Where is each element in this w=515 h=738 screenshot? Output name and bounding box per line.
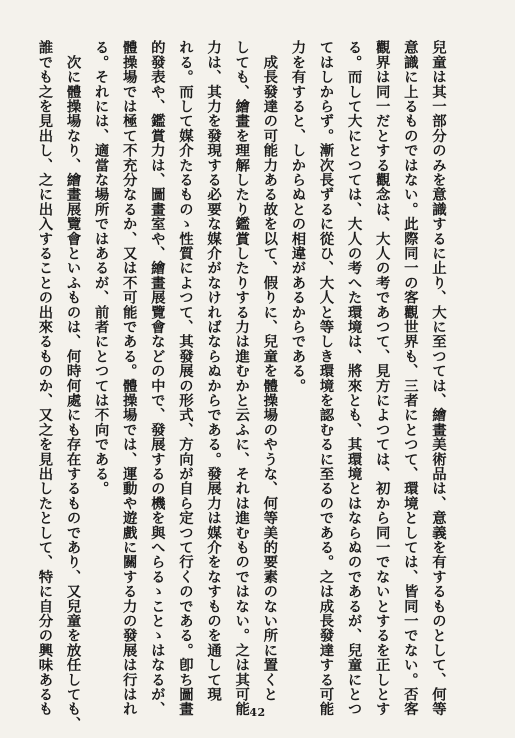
text-column: 力を有すると、しからぬとの相違があるからである。	[289, 40, 307, 393]
text-column: る。それには、適當な場所ではあるが、前者にとつては不向である。	[92, 40, 110, 496]
text-column: る。而して大にとつては、大人の考へた環境は、將來とも、其環境とはならぬのであるが、兒童にとつ	[345, 40, 363, 717]
text-column: 成長發達の可能力ある故を以て、假りに、兒童を體操場のやうな、何等美的要素のない所に置くと	[261, 40, 279, 702]
text-column: てはしからず。漸次長ずるに從ひ、大人と等しき環境を認むるに至るのである。之は成長發達する可能	[317, 40, 335, 717]
text-column: 兒童は其一部分のみを意識するに止り、大に至つては、繪畫美術品は、意義を有するものとして、何等	[429, 40, 447, 717]
page-number: 42	[249, 706, 266, 719]
text-column: 意識に上るものではない。此際同一の客觀世界も、三者にとつて、環境としては、皆同一でない。否客	[401, 40, 419, 717]
text-column: しても、繪畫を理解したり鑑賞したりする力は進むかと云ふに、それは進むものではない。之は其可能	[233, 40, 251, 717]
text-column: れる。而して媒介たるものゝ性質によつて、其發展の形式、方向が自ら定つて行くのである。卽ち圖畫	[176, 40, 194, 717]
text-column: 體操場では極て不充分なるか、又は不可能である。體操場では、運動や遊戲に關する力の發展は行はれ	[120, 40, 138, 717]
text-column: 誰でも之を見出し、之に出入することの出來るものか、又之を見出したとして、特に自分の興味あるも	[36, 40, 54, 717]
text-column: 力は、其力を發現する必要な媒介がなければならぬからである。發展力は媒介をなすものを通して現	[205, 40, 223, 702]
text-column: 的發表や、鑑賞力は、圖畫室や、繪畫展覽會などの中で、發展するの機を與へらるゝことゝはなるが、	[148, 40, 166, 717]
text-column: 觀界は同一だとする觀念は、大人の考であつて、見方によつては、初から同一でないとするを正しとす	[373, 40, 391, 717]
text-column: 次に體操場なり、繪畫展覽會といふものは、何時何處にも存在するものであり、又兒童を放任しても、	[64, 40, 82, 731]
